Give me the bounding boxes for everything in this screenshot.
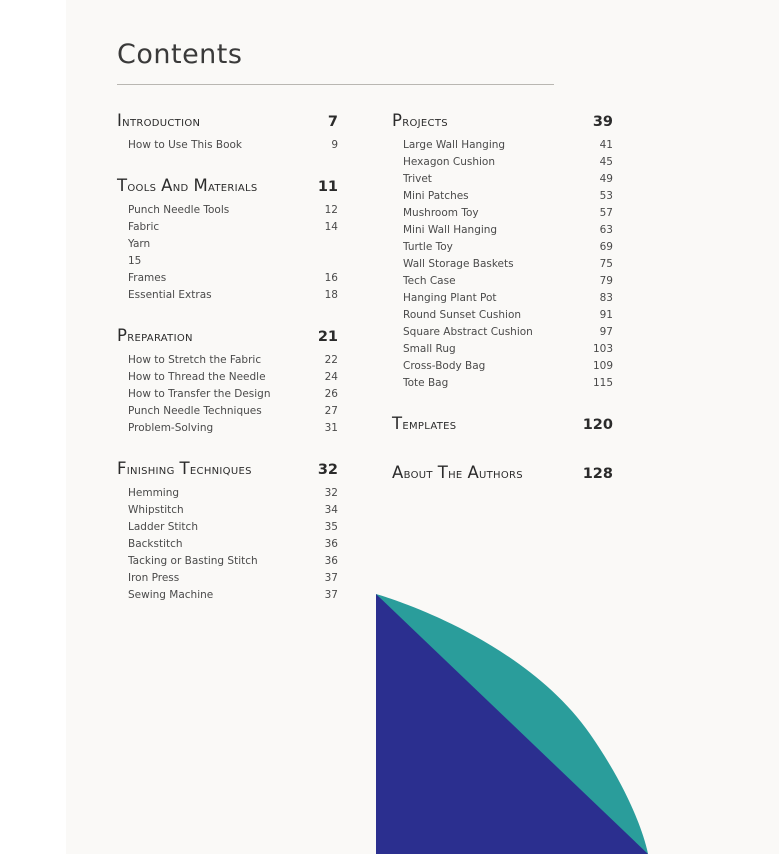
- toc-entry-page-number: 9: [331, 138, 338, 151]
- toc-section: [392, 111, 613, 392]
- contents-area: [117, 40, 677, 604]
- toc-entry-label: Cross-Body Bag: [403, 359, 486, 372]
- toc-entry-label: How to Thread the Needle: [128, 370, 266, 383]
- toc-entry-page-number: 49: [599, 172, 613, 185]
- toc-entry-page-number: 37: [324, 571, 338, 584]
- contents-columns: [117, 111, 677, 604]
- toc-entry-page-number: 14: [324, 220, 338, 233]
- toc-entry-page-number: 69: [599, 240, 613, 253]
- toc-section-heading[interactable]: [392, 463, 613, 482]
- contents-column-right: [392, 111, 613, 604]
- toc-entry-page-number: 63: [599, 223, 613, 236]
- toc-entry[interactable]: [392, 324, 613, 341]
- toc-entry-page-number: 115: [592, 376, 613, 389]
- toc-entry-page-number: 27: [324, 404, 338, 417]
- toc-entry[interactable]: [117, 587, 338, 604]
- toc-entry[interactable]: [117, 420, 338, 437]
- toc-entry[interactable]: [117, 202, 338, 219]
- toc-entry[interactable]: [392, 171, 613, 188]
- toc-entry-page-number: 79: [599, 274, 613, 287]
- toc-entry[interactable]: [117, 553, 338, 570]
- toc-section: [392, 463, 613, 482]
- toc-section: [117, 176, 338, 304]
- toc-section-page-number: 120: [582, 416, 613, 433]
- toc-entry-label: Ladder Stitch: [128, 520, 198, 533]
- toc-entry-page-number: 24: [324, 370, 338, 383]
- toc-section-title: Preparation: [117, 325, 193, 345]
- toc-entry-label: Wall Storage Baskets: [403, 257, 514, 270]
- toc-section-title: Templates: [392, 413, 457, 433]
- toc-entry-label: Turtle Toy: [403, 240, 453, 253]
- toc-entry-label: Iron Press: [128, 571, 180, 584]
- toc-entry-label: Frames: [128, 271, 167, 284]
- toc-entry[interactable]: [117, 485, 338, 502]
- toc-entry[interactable]: [392, 307, 613, 324]
- toc-entry[interactable]: [117, 236, 338, 253]
- toc-section-title: Tools And Materials: [117, 175, 258, 195]
- toc-section-page-number: 32: [317, 461, 338, 478]
- toc-entry-label: Small Rug: [403, 342, 456, 355]
- toc-entry-label: Hemming: [128, 486, 180, 499]
- toc-entry-page-number: 16: [324, 271, 338, 284]
- toc-entry[interactable]: [392, 137, 613, 154]
- toc-section-heading[interactable]: [117, 459, 338, 478]
- toc-entry[interactable]: [117, 519, 338, 536]
- toc-entry-label: How to Transfer the Design: [128, 387, 271, 400]
- toc-entry-label: Fabric: [128, 220, 160, 233]
- toc-entry-page-number: 97: [599, 325, 613, 338]
- toc-section-page-number: 128: [582, 465, 613, 482]
- toc-entry-page-number: 83: [599, 291, 613, 304]
- toc-entry-page-number: 109: [592, 359, 613, 372]
- toc-entry-label: Mini Wall Hanging: [403, 223, 498, 236]
- toc-entry-page-number: 12: [324, 203, 338, 216]
- toc-entry[interactable]: [117, 570, 338, 587]
- page-left-margin: [0, 0, 66, 854]
- toc-entry[interactable]: [392, 273, 613, 290]
- toc-entry[interactable]: [392, 154, 613, 171]
- toc-section-page-number: 7: [327, 113, 338, 130]
- toc-section-heading[interactable]: [392, 111, 613, 130]
- toc-entry-label: Yarn: [128, 237, 151, 250]
- toc-entry[interactable]: [392, 188, 613, 205]
- toc-entry[interactable]: [392, 239, 613, 256]
- toc-entry-label: Mini Patches: [403, 189, 469, 202]
- toc-entry-label: Trivet: [403, 172, 432, 185]
- toc-entry[interactable]: [117, 536, 338, 553]
- page-title: Contents: [117, 39, 243, 70]
- toc-entry-label: Backstitch: [128, 537, 183, 550]
- toc-entry-label: Punch Needle Techniques: [128, 404, 262, 417]
- toc-entry-page-number: 57: [599, 206, 613, 219]
- toc-entry[interactable]: [392, 256, 613, 273]
- toc-section-page-number: 11: [317, 178, 338, 195]
- toc-entry[interactable]: [117, 502, 338, 519]
- toc-entry[interactable]: [117, 219, 338, 236]
- toc-section-title: Introduction: [117, 110, 201, 130]
- toc-entry-label: Punch Needle Tools: [128, 203, 230, 216]
- toc-entry[interactable]: [392, 358, 613, 375]
- toc-section-title: Projects: [392, 110, 448, 130]
- toc-entry-label: Tote Bag: [403, 376, 449, 389]
- toc-entry-page-number: 22: [324, 353, 338, 366]
- toc-section-heading[interactable]: [117, 326, 338, 345]
- toc-entry[interactable]: [117, 403, 338, 420]
- toc-entry-label: Essential Extras: [128, 288, 212, 301]
- toc-entry[interactable]: [117, 369, 338, 386]
- toc-entry-label: Mushroom Toy: [403, 206, 479, 219]
- toc-entry[interactable]: [117, 287, 338, 304]
- toc-section-page-number: 21: [317, 328, 338, 345]
- toc-section-title: Finishing Techniques: [117, 458, 252, 478]
- toc-entry[interactable]: [117, 270, 338, 287]
- toc-entry[interactable]: [392, 290, 613, 307]
- toc-entry-page-number: 32: [324, 486, 338, 499]
- toc-section-heading[interactable]: [117, 111, 338, 130]
- toc-entry-page-number: 41: [599, 138, 613, 151]
- toc-section: [392, 414, 613, 433]
- toc-entry-label: Tech Case: [403, 274, 456, 287]
- toc-entry-page-number: 35: [324, 520, 338, 533]
- title-divider: [117, 84, 554, 85]
- toc-entry-label: Large Wall Hanging: [403, 138, 506, 151]
- toc-entry-label: Hanging Plant Pot: [403, 291, 497, 304]
- toc-entry-page-number: 103: [592, 342, 613, 355]
- toc-entry-label: How to Stretch the Fabric: [128, 353, 262, 366]
- toc-section: [117, 459, 338, 604]
- toc-entry[interactable]: [117, 386, 338, 403]
- toc-entry-label: Problem-Solving: [128, 421, 214, 434]
- toc-entry-page-number: 91: [599, 308, 613, 321]
- toc-entry-page-number: 36: [324, 554, 338, 567]
- toc-entry-page-number: 45: [599, 155, 613, 168]
- toc-entry-page-number: 36: [324, 537, 338, 550]
- toc-entry[interactable]: [392, 205, 613, 222]
- toc-section: [117, 326, 338, 437]
- toc-section: [117, 111, 338, 154]
- toc-section-heading[interactable]: [392, 414, 613, 433]
- toc-entry[interactable]: [392, 222, 613, 239]
- toc-section-heading[interactable]: [117, 176, 338, 195]
- toc-entry-label: Square Abstract Cushion: [403, 325, 533, 338]
- toc-entry-page-number: 18: [324, 288, 338, 301]
- toc-entry-label: Whipstitch: [128, 503, 184, 516]
- toc-entry[interactable]: [392, 375, 613, 392]
- decorative-leaf-graphic: [0, 594, 779, 854]
- toc-entry[interactable]: [392, 341, 613, 358]
- toc-entry-page-number: 26: [324, 387, 338, 400]
- toc-entry[interactable]: [117, 352, 338, 369]
- toc-entry-page-number: 75: [599, 257, 613, 270]
- toc-entry[interactable]: [117, 253, 338, 270]
- toc-entry-label: Hexagon Cushion: [403, 155, 496, 168]
- toc-entry-page-number: 53: [599, 189, 613, 202]
- contents-column-left: [117, 111, 338, 604]
- toc-entry-label: Round Sunset Cushion: [403, 308, 522, 321]
- toc-entry-page-number: 34: [324, 503, 338, 516]
- toc-section-title: About The Authors: [392, 462, 523, 482]
- toc-entry-label: 15: [128, 254, 142, 267]
- toc-entry-label: How to Use This Book: [128, 138, 243, 151]
- toc-entry-page-number: 37: [324, 588, 338, 601]
- toc-entry-page-number: 31: [324, 421, 338, 434]
- toc-entry-label: Tacking or Basting Stitch: [128, 554, 258, 567]
- toc-entry[interactable]: [117, 137, 338, 154]
- toc-entry-label: Sewing Machine: [128, 588, 214, 601]
- toc-section-page-number: 39: [592, 113, 613, 130]
